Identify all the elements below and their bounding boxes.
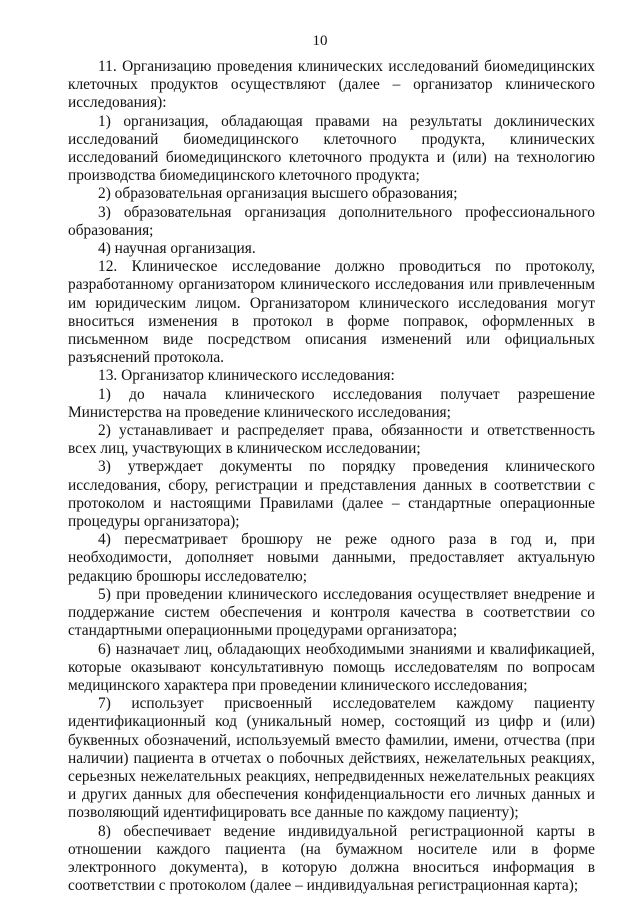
paragraph-11-item-3: 3) образовательная организация дополнительного профессионального образования; <box>68 203 595 239</box>
paragraph-11-item-2: 2) образовательная организация высшего образования; <box>98 185 458 203</box>
paragraph-13-item-6: 6) назначает лиц, обладающих необходимыми знаниями и квалификацией, которые оказывают консультативную помощь исследователям по вопросам медицинского характера при проведении клинического исследования; <box>68 640 595 694</box>
paragraph-13-item-7: 7) использует присвоенный исследователем каждому пациенту идентификационный код (уникальный номер, состоящий из цифр и (или) буквенных обозначений, используемый вместо фамилии, имени, отчества (при наличии) пациента в отчетах о побочных действиях, нежелательных реакциях, серьезных нежелательных реакциях, непредвиденных нежелательных реакциях и других данных для обеспечения конфиденциальности его личных данных и позволяющий идентифицировать все данные по каждому пациенту); <box>68 695 595 822</box>
paragraph-13-item-1: 1) до начала клинического исследования получает разрешение Министерства на проведение клинического исследования; <box>68 385 595 421</box>
paragraph-11: 11. Организацию проведения клинических исследований биомедицинских клеточных продуктов осуществляют (далее – организатор клинического исследования): <box>68 58 595 112</box>
paragraph-13-item-2: 2) устанавливает и распределяет права, обязанности и ответственность всех лиц, участвующих в клиническом исследовании; <box>68 422 595 458</box>
paragraph-13: 13. Организатор клинического исследования: <box>98 367 395 385</box>
paragraph-13-item-5: 5) при проведении клинического исследования осуществляет внедрение и поддержание систем обеспечения и контроля качества в соответствии со стандартными операционными процедурами организатора; <box>68 585 595 640</box>
document-body <box>68 58 595 895</box>
paragraph-13-item-3: 3) утверждает документы по порядку проведения клинического исследования, сбору, регистрации и представления данных в соответствии с протоколом и настоящими Правилами (далее – стандартные операционные процедуры организатора); <box>68 458 595 531</box>
paragraph-11-item-1: 1) организация, обладающая правами на результаты доклинических исследований биомедицинского клеточного продукта, клинических исследований биомедицинского клеточного продукта и (или) на технологию производства биомедицинского клеточного продукта; <box>68 112 595 185</box>
paragraph-12: 12. Клиническое исследование должно проводиться по протоколу, разработанному организатором клинического исследования или привлеченным им юридическим лицом. Организатором клинического исследования могут вноситься изменения в протокол в форме поправок, оформленных в письменном виде посредством описания изменений или официальных разъяснений протокола. <box>68 258 595 367</box>
paragraph-11-item-4: 4) научная организация. <box>98 240 256 258</box>
paragraph-13-item-4: 4) пересматривает брошюру не реже одного раза в год и, при необходимости, дополняет новыми данными, предоставляет актуальную редакцию брошюры исследователю; <box>68 531 595 585</box>
page-number: 10 <box>312 33 328 49</box>
paragraph-13-item-8: 8) обеспечивает ведение индивидуальной регистрационной карты в отношении каждого пациента (на бумажном носителе или в форме электронного документа), в которую должна вноситься информация в соответствии с протоколом (далее – индивидуальная регистрационная карта); <box>68 822 595 895</box>
